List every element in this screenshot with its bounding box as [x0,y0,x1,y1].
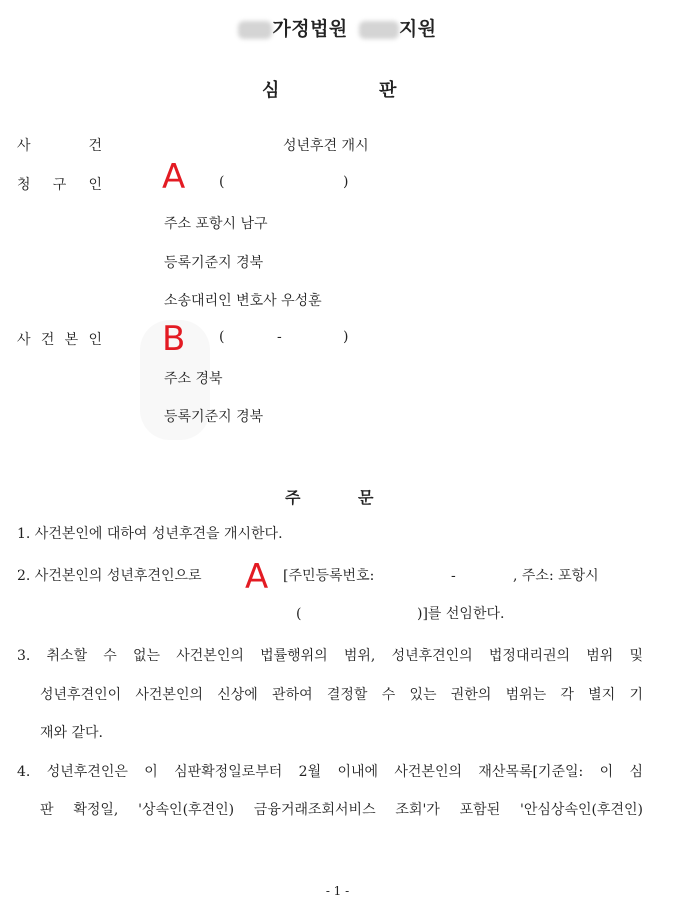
redacted-region [238,21,272,39]
principal-paren-close: ) [343,329,349,345]
order-heading-char-1: 주 [285,488,301,507]
court-type: 가정법원 [272,18,348,40]
petitioner-registration: 등록기준지 경북 [164,255,264,271]
case-value: 성년후견 개시 [283,138,369,154]
petitioner-paren-close: ) [343,174,349,190]
order-item-4-line-1: 4. 성년후견인은 이 심판확정일로부터 2월 이내에 사건본인의 재산목록[기준일: 이 심 [17,764,643,780]
order-item-2-paren-open: ( [296,606,302,622]
order-item-1: 1. 사건본인에 대하여 성년후견을 개시한다. [17,526,283,542]
order-item-2-id-label: [주민등록번호: [283,568,375,584]
court-branch-suffix: 지원 [398,18,437,40]
principal-registration: 등록기준지 경북 [164,409,264,425]
order-item-2-address: , 주소: 포항시 [513,568,599,584]
title-char-1: 심 [262,80,280,101]
petitioner-marker: A [162,157,186,197]
principal-dash: - [277,329,282,345]
order-item-3-line-3: 재와 같다. [40,725,103,741]
order-heading-char-2: 문 [358,488,374,507]
order-item-2-marker: A [245,557,269,597]
principal-paren-open: ( [219,329,225,345]
order-item-2-prefix: 2. 사건본인의 성년후견인으로 [17,568,202,584]
petitioner-attorney: 소송대리인 변호사 우성훈 [164,293,322,309]
order-item-4-line-2: 판 확정일, '상속인(후견인) 금융거래조회서비스 조회'가 포함된 '안심상속인(후견인) [40,802,643,818]
order-item-2-dash: - [451,568,456,584]
principal-address: 주소 경북 [164,371,223,387]
petitioner-paren-open: ( [219,174,225,190]
case-label: 사 건 [17,138,102,154]
order-item-3-line-2: 성년후견인이 사건본인의 신상에 관하여 결정할 수 있는 권한의 범위는 각 별지 기 [40,687,643,703]
redacted-branch [359,21,399,39]
principal-marker: B [162,319,186,359]
order-item-3-line-1: 3. 취소할 수 없는 사건본인의 법률행위의 범위, 성년후견인의 법정대리권의 범위 및 [17,648,643,664]
petitioner-address: 주소 포항시 남구 [164,216,268,232]
court-name [0,14,675,41]
petitioner-label: 청 구 인 [17,177,102,193]
page-number: - 1 - [325,884,350,898]
order-item-2-tail: )]를 선임한다. [417,606,505,622]
principal-label: 사 건 본 인 [17,332,102,348]
title-char-2: 판 [379,80,397,101]
